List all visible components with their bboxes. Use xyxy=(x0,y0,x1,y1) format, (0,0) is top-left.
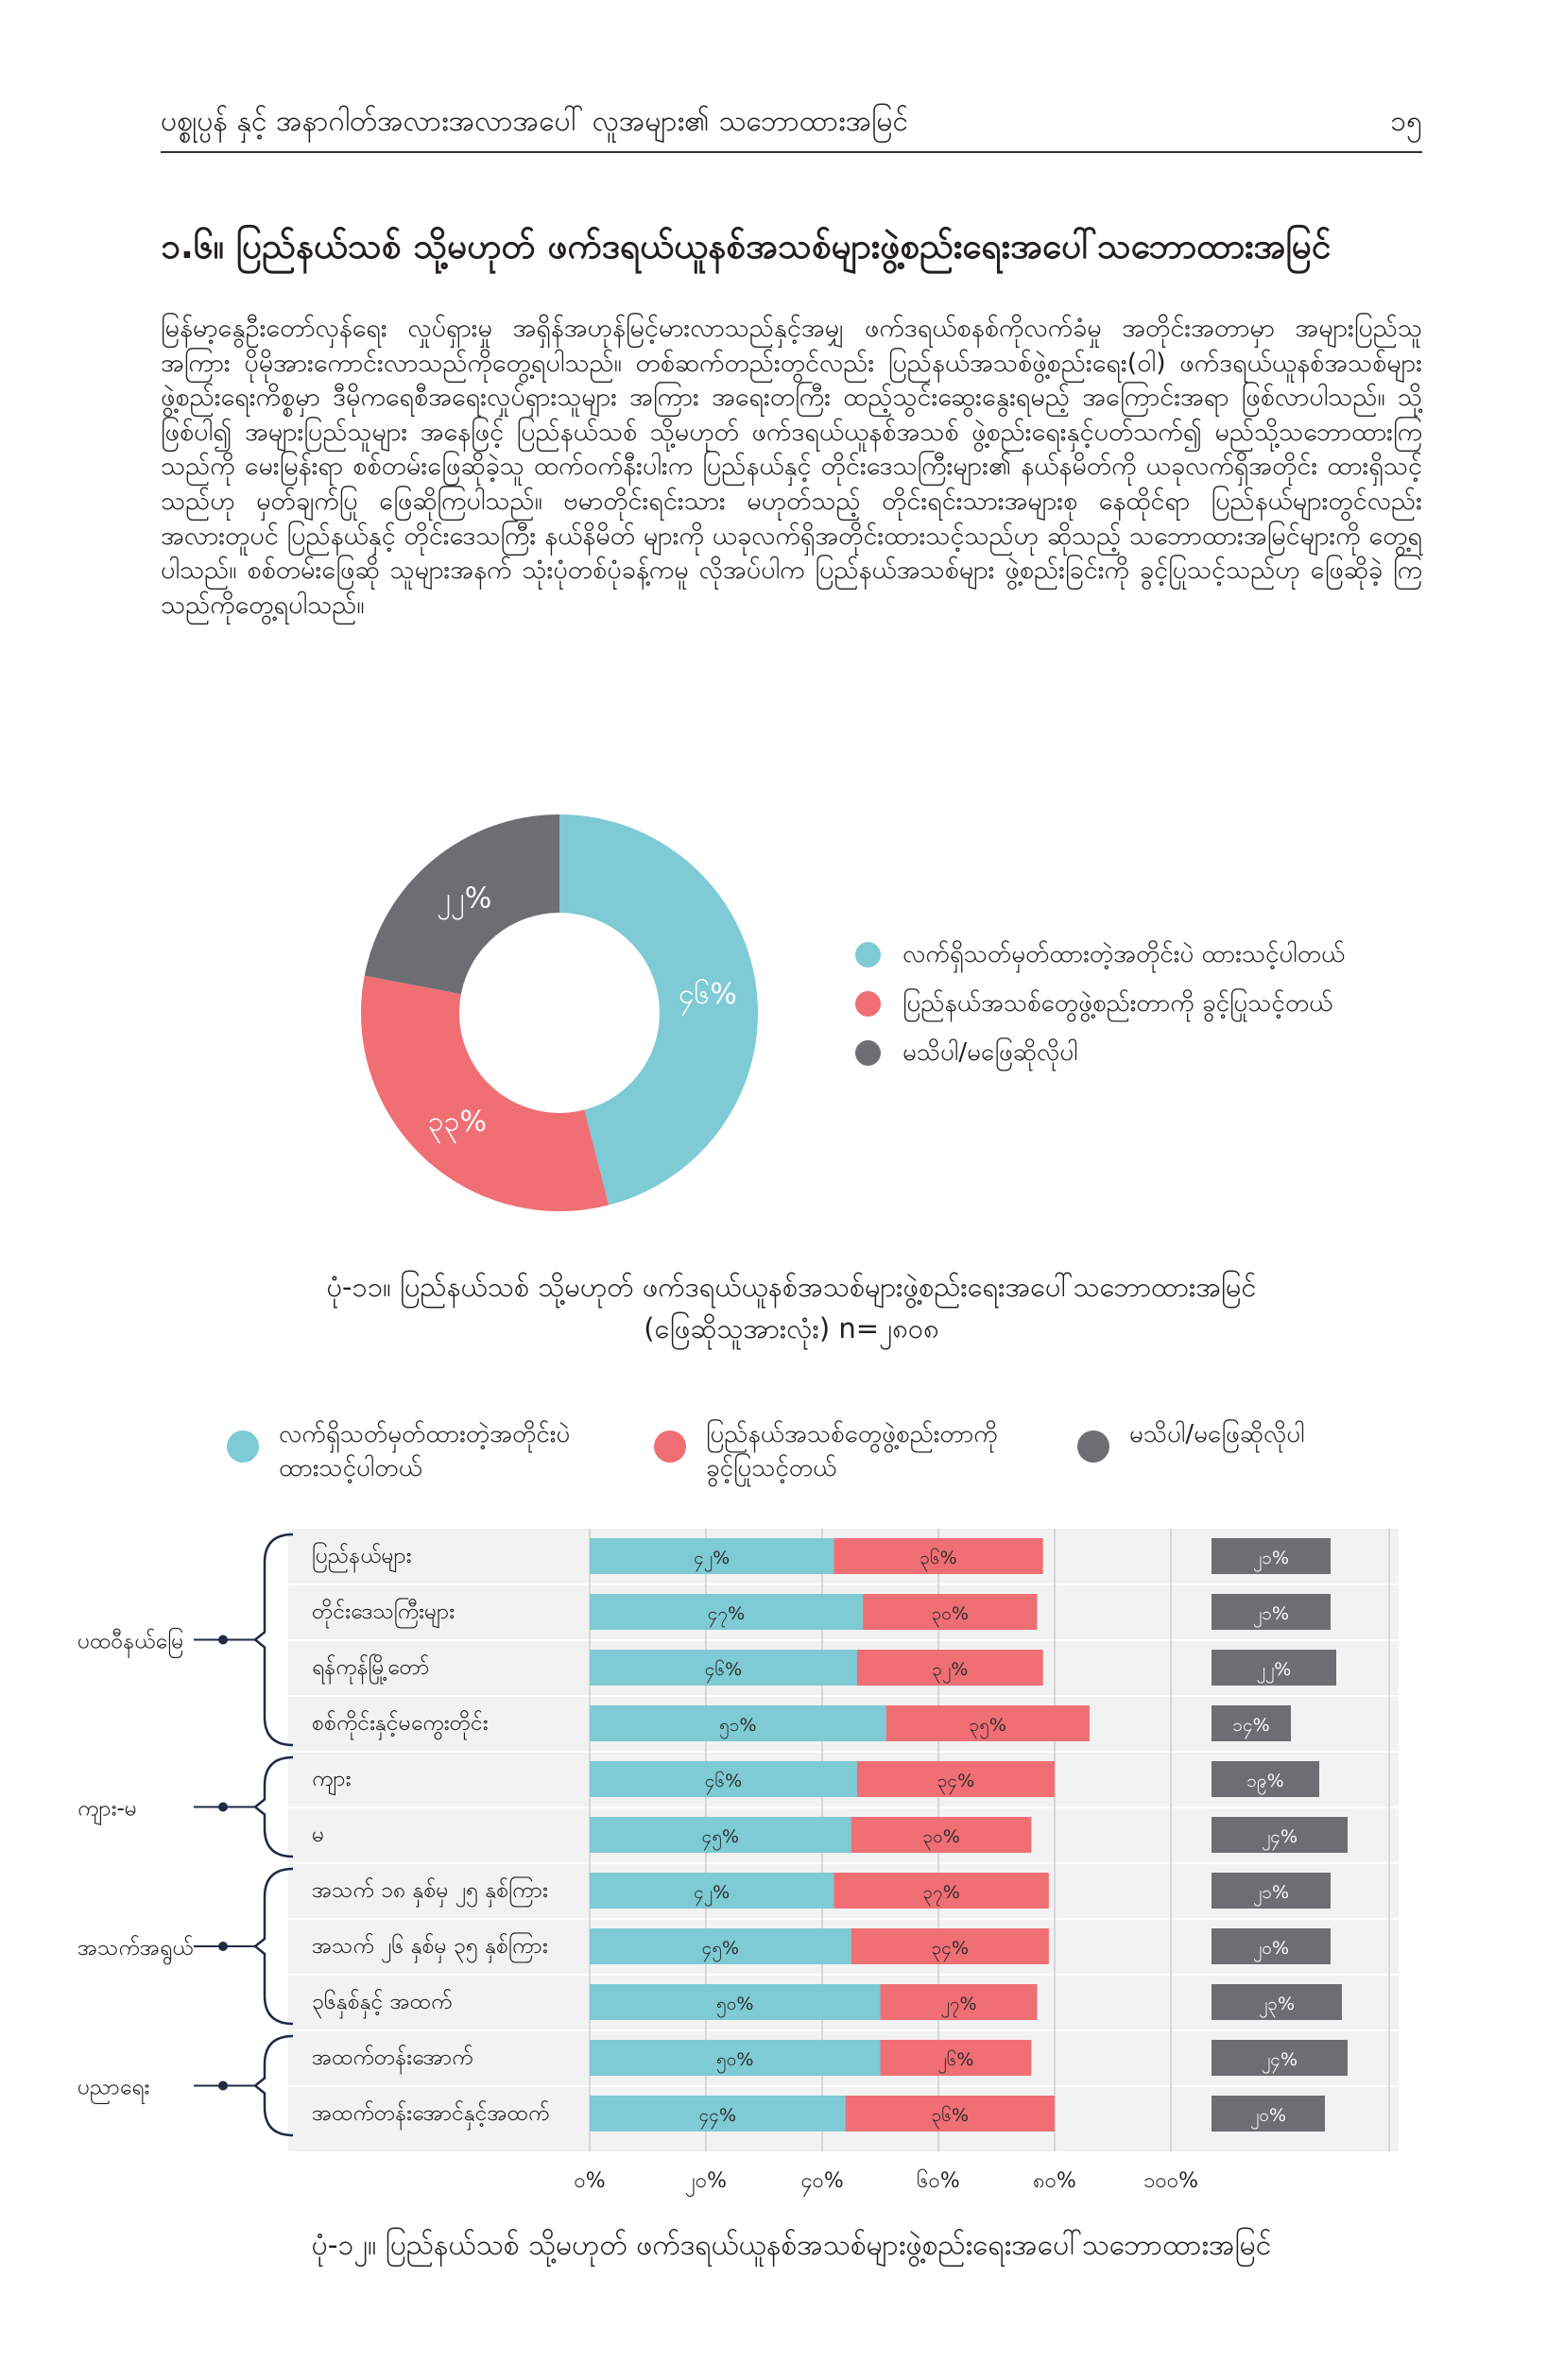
bar-value-label: ၂၄% xyxy=(1261,2049,1298,2070)
bar-legend-keep-line2: ထားသင့်ပါတယ် xyxy=(279,1454,422,1482)
bar-value-label: ၃၆% xyxy=(919,1548,957,1568)
bar-value-label: ၄၅% xyxy=(701,1938,740,1959)
bar-value-label: ၂၀% xyxy=(1249,2105,1287,2126)
group-bracket xyxy=(255,1534,293,1745)
bar-value-label: ၅၁% xyxy=(719,1715,757,1736)
bar-legend xyxy=(227,1417,1455,1502)
group-bracket xyxy=(255,2036,293,2135)
bar-value-label: ၃၄% xyxy=(931,1938,970,1959)
stacked-bar-chart xyxy=(0,1512,1564,2211)
group-connector-dot xyxy=(218,2081,228,2091)
x-tick-label: ၈၀% xyxy=(1033,2169,1076,2193)
figure1-caption xyxy=(161,1266,1422,1349)
legend-dot xyxy=(855,1040,881,1066)
figure1-caption-line2: (ဖြေဆိုသူအားလုံး) n=၂၈၀၈ xyxy=(644,1312,939,1344)
category-label: တိုင်းဒေသကြီးများ xyxy=(312,1600,455,1624)
category-label: အထက်တန်းအောက် xyxy=(312,2046,473,2070)
legend-dot-coral xyxy=(654,1430,686,1463)
bar-value-label: ၂၀% xyxy=(1252,1938,1290,1959)
bar-value-label: ၃၅% xyxy=(969,1715,1006,1736)
bar-legend-new-line1: ပြည်နယ်အသစ်တွေဖွဲ့စည်းတာကို xyxy=(706,1420,998,1448)
donut-chart xyxy=(352,805,767,1221)
figure1-caption-line1: ပုံ-၁၁။ ပြည်နယ်သစ် သို့မဟုတ် ဖက်ဒရယ်ယူနစ်အသစ်များဖွဲ့စည်းရေးအပေါ်သဘောထားအမြင် xyxy=(326,1271,1257,1303)
bar-value-label: ၃၂% xyxy=(932,1659,969,1680)
bar-value-label: ၄၇% xyxy=(707,1603,746,1624)
x-tick-label: ၀% xyxy=(574,2169,606,2193)
x-tick-label: ၆၀% xyxy=(917,2169,960,2193)
donut-slice-new xyxy=(361,976,609,1211)
bar-legend-new-line2: ခွင့်ပြုသင့်တယ် xyxy=(706,1454,837,1482)
group-bracket xyxy=(255,1757,293,1857)
header-title: ပစ္စုပ္ပန် နှင့် အနာဂါတ်အလားအလာအပေါ် လူအများ၏ သဘောထားအမြင် xyxy=(161,105,909,138)
legend-label: ပြည်နယ်အသစ်တွေဖွဲ့စည်းတာကို ခွင့်ပြုသင့်တယ် xyxy=(902,989,1333,1018)
legend-dot-teal xyxy=(227,1430,259,1463)
bar-value-label: ၃၆% xyxy=(931,2105,970,2126)
group-label: ကျား-မ xyxy=(77,1796,137,1822)
bar-value-label: ၂၁% xyxy=(1252,1548,1290,1568)
legend-dot xyxy=(855,991,881,1017)
section-title: ၁.၆။ ပြည်နယ်သစ် သို့မဟုတ် ဖက်ဒရယ်ယူနစ်အသစ်များဖွဲ့စည်းရေးအပေါ်သဘောထားအမြင် xyxy=(161,226,1332,266)
group-label: ပထဝီနယ်မြေ xyxy=(77,1629,184,1654)
donut-slice-label: ၃၃% xyxy=(427,1105,487,1139)
category-label: မ xyxy=(312,1823,325,1847)
category-label: ပြည်နယ်များ xyxy=(312,1544,412,1568)
legend-label: လက်ရှိသတ်မှတ်ထားတဲ့အတိုင်းပဲ ထားသင့်ပါတယ် xyxy=(902,940,1346,968)
category-label: အသက် ၂၆ နှစ်မှ ၃၅ နှစ်ကြား xyxy=(312,1934,548,1959)
bar-value-label: ၄၅% xyxy=(701,1826,740,1847)
figure2-caption: ပုံ-၁၂။ ပြည်နယ်သစ် သို့မဟုတ် ဖက်ဒရယ်ယူနစ်အသစ်များဖွဲ့စည်းရေးအပေါ်သဘောထားအမြင် xyxy=(311,2229,1272,2262)
bar-legend-keep-line1: လက်ရှိသတ်မှတ်ထားတဲ့အတိုင်းပဲ xyxy=(279,1420,571,1448)
category-label: စစ်ကိုင်းနှင့်မကွေးတိုင်း xyxy=(312,1711,489,1736)
category-label: ရန်ကုန်မြို့တော် xyxy=(312,1655,430,1680)
donut-slice-label: ၄၆% xyxy=(678,978,737,1012)
bar-value-label: ၂၇% xyxy=(940,1994,977,2014)
body-paragraph: မြန်မာ့နွေဦးတော်လှန်ရေး လှုပ်ရှားမှု အရှိန်အဟုန်မြင့်မားလာသည်နှင့်အမျှ ဖက်ဒရယ်စနစ်ကိုလက်ခံမှု အတိုင်းအတာမှာ အများပြည်သူအကြား ပိုမိုအားကောင်းလာသည်ကိုတွေ့ရပါသည်။ တစ်ဆက်တည်းတွင်လည်း ပြည်နယ်အသစ်ဖွဲ့စည်းရေး(ဝါ) ဖက်ဒရယ်ယူနစ်အသစ်များဖွဲ့စည်းရေးကိစ္စမှာ ဒီမိုကရေစီအရေးလှုပ်ရှားသူများ အကြား အရေးတကြီး ထည့်သွင်းဆွေးနွေးရမည့် အကြောင်းအရာ ဖြစ်လာပါသည်။ သို့ဖြစ်ပါ၍ အများပြည်သူများ အနေဖြင့် ပြည်နယ်သစ် သို့မဟုတ် ဖက်ဒရယ်ယူနစ်အသစ် ဖွဲ့စည်းရေးနှင့်ပတ်သက်၍ မည်သို့သဘောထားကြ သည်ကို မေးမြန်းရာ စစ်တမ်းဖြေဆိုခဲ့သူ ထက်ဝက်နီးပါးက ပြည်နယ်နှင့် တိုင်းဒေသကြီးများ၏ နယ်နမိတ်ကို ယခုလက်ရှိအတိုင်း ထားရှိသင့်သည်ဟု မှတ်ချက်ပြု ဖြေဆိုကြပါသည်။ ဗမာတိုင်းရင်းသား မဟုတ်သည့် တိုင်းရင်းသားအများစု နေထိုင်ရာ ပြည်နယ်များတွင်လည်း အလားတူပင် ပြည်နယ်နှင့် တိုင်းဒေသကြီး နယ်နိမိတ် များကို ယခုလက်ရှိအတိုင်းထားသင့်သည်ဟု ဆိုသည့် သဘောထားအမြင်များကို တွေ့ရပါသည်။ စစ်တမ်းဖြေဆို သူများအနက် သုံးပုံတစ်ပုံခန့်ကမူ လိုအပ်ပါက ပြည်နယ်အသစ်များ ဖွဲ့စည်းခြင်းကို ခွင့်ပြုသင့်သည်ဟု ဖြေဆိုခဲ့ ကြသည်ကိုတွေ့ရပါသည်။ xyxy=(161,314,1422,620)
group-connector-dot xyxy=(218,1635,228,1645)
group-connector-dot xyxy=(218,1942,228,1951)
group-label: အသက်အရွယ် xyxy=(77,1936,194,1961)
x-tick-label: ၂၀% xyxy=(684,2169,728,2193)
x-tick-label: ၄၀% xyxy=(800,2169,844,2193)
x-tick-label: ၁၀၀% xyxy=(1143,2169,1199,2193)
bar-value-label: ၃၀% xyxy=(931,1603,970,1624)
group-connector-dot xyxy=(218,1803,228,1812)
legend-dot-gray xyxy=(1077,1430,1109,1463)
donut-slice-label: ၂၂% xyxy=(437,882,492,916)
category-label: အသက် ၁၈ နှစ်မှ ၂၅ နှစ်ကြား xyxy=(312,1878,548,1903)
bar-value-label: ၃၀% xyxy=(922,1826,960,1847)
bar-value-label: ၄၄% xyxy=(698,2105,737,2126)
bar-value-label: ၃၄% xyxy=(937,1771,975,1791)
bar-value-label: ၂၆% xyxy=(937,2049,974,2070)
category-label: ၃၆နှစ်နှင့် အထက် xyxy=(312,1990,453,2014)
category-label: အထက်တန်းအောင်နှင့်အထက် xyxy=(312,2101,550,2126)
bar-value-label: ၂၄% xyxy=(1261,1826,1298,1847)
group-label: ပညာရေး xyxy=(77,2075,150,2100)
bar-value-label: ၄၆% xyxy=(704,1659,743,1680)
bar-value-label: ၂၁% xyxy=(1252,1882,1290,1903)
bar-value-label: ၂၃% xyxy=(1258,1994,1296,2014)
group-bracket xyxy=(255,1869,293,2024)
bar-value-label: ၂၁% xyxy=(1252,1603,1290,1624)
bar-value-label: ၄၆% xyxy=(704,1771,743,1791)
bar-value-label: ၃၇% xyxy=(922,1882,960,1903)
bar-legend-unknown-line1: မသိပါ/မဖြေဆိုလိုပါ xyxy=(1129,1420,1305,1448)
legend-dot xyxy=(855,942,881,967)
legend-label: မသိပါ/မဖြေဆိုလိုပါ xyxy=(902,1038,1078,1067)
bar-value-label: ၅၀% xyxy=(716,2049,754,2070)
category-label: ကျား xyxy=(312,1767,352,1791)
bar-value-label: ၁၄% xyxy=(1232,1715,1270,1736)
page-header xyxy=(161,94,1422,153)
bar-value-label: ၁၉% xyxy=(1246,1771,1284,1791)
page-number: ၁၅ xyxy=(1390,105,1422,138)
bar-value-label: ၅၀% xyxy=(716,1994,754,2014)
bar-value-label: ၄၂% xyxy=(694,1548,730,1568)
bar-value-label: ၄၂% xyxy=(694,1882,730,1903)
bar-value-label: ၂၂% xyxy=(1256,1659,1292,1680)
